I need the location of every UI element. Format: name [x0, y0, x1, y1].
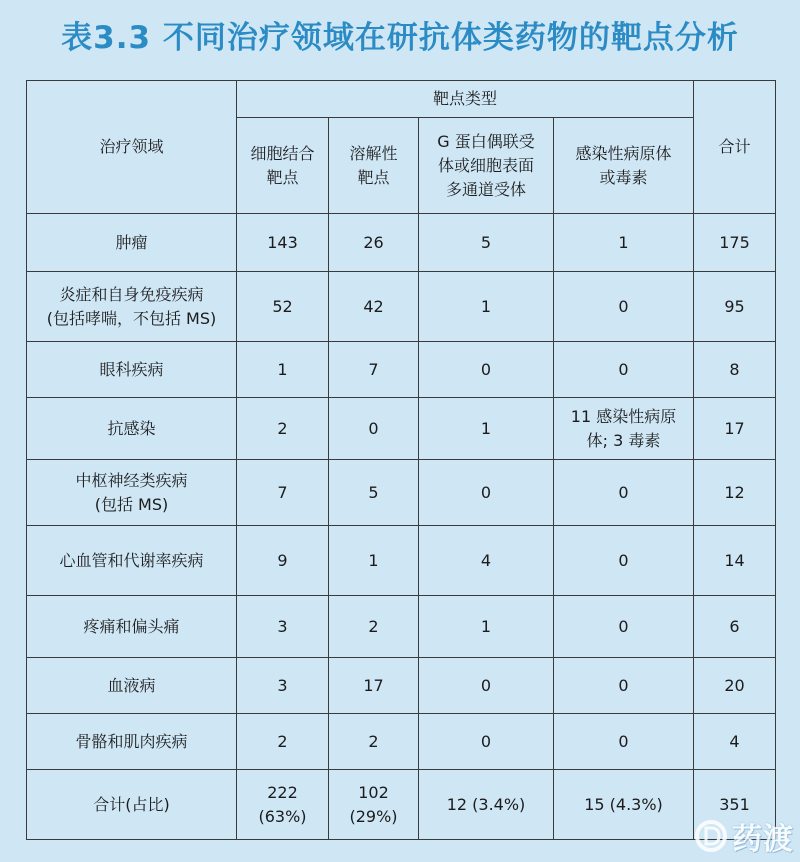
cell-line: 0: [618, 731, 629, 751]
cell-line: 血液病: [107, 675, 156, 695]
header-pathogen-target: [554, 118, 694, 214]
total-cell: [694, 272, 776, 342]
cell-line: 中枢神经类疾病: [75, 470, 188, 490]
table-row: [27, 526, 776, 596]
area-cell: [27, 714, 237, 770]
pathogen-cell: [554, 214, 694, 272]
cell-line: 疼痛和偏头痛: [83, 616, 180, 636]
cell-line: 心血管和代谢率疾病: [59, 550, 204, 570]
header-gpcr-target: [419, 118, 554, 214]
soluble-cell: [329, 460, 419, 526]
page-title: 表3.3 不同治疗领域在研抗体类药物的靶点分析: [61, 20, 739, 56]
cell-line: 1: [277, 359, 288, 379]
soluble-cell: [329, 714, 419, 770]
table-row: [27, 342, 776, 398]
binding-cell: [237, 460, 329, 526]
binding-cell: [237, 214, 329, 272]
cell-line: (63%): [258, 806, 307, 826]
area-cell: [27, 526, 237, 596]
gpcr-cell: [419, 658, 554, 714]
cell-line: 102: [358, 782, 389, 802]
cell-line: 3: [277, 616, 288, 636]
table-row: [27, 596, 776, 658]
cell-line: 4: [480, 550, 492, 570]
table-row: [27, 214, 776, 272]
soluble-cell: [329, 526, 419, 596]
cell-line: 15 (4.3%): [584, 794, 663, 814]
cell-line: 4: [729, 731, 740, 751]
binding-cell: [237, 272, 329, 342]
area-cell: [27, 272, 237, 342]
cell-line: 8: [729, 359, 740, 379]
cell-line: 9: [277, 550, 288, 570]
header-row: [27, 81, 776, 118]
cell-line: 222: [267, 782, 298, 802]
area-cell: [27, 460, 237, 526]
cell-line: (包括 MS): [94, 494, 169, 514]
area-cell: [27, 214, 237, 272]
cell-line: 0: [618, 675, 629, 695]
cell-line: 3: [277, 675, 288, 695]
header-line: 体或细胞表面: [437, 155, 534, 175]
cell-line: 0: [618, 482, 629, 502]
header-total: 合计: [694, 81, 776, 214]
area-cell: [27, 658, 237, 714]
area-cell: [27, 398, 237, 460]
cell-line: 0: [618, 359, 629, 379]
cell-line: 炎症和自身免疫疾病: [59, 284, 204, 304]
header-line: 靶点: [266, 167, 299, 187]
binding-cell: [237, 658, 329, 714]
gpcr-cell: [419, 214, 554, 272]
cell-line: 0: [618, 296, 629, 316]
header-line: 溶解性: [349, 143, 398, 163]
gpcr-cell: [419, 272, 554, 342]
cell-line: 1: [480, 616, 492, 636]
header-cell-binding-target: [237, 118, 329, 214]
header-line: G 蛋白偶联受: [437, 131, 535, 151]
cell-line: 2: [368, 731, 379, 751]
cell-line: 52: [272, 296, 293, 316]
cell-line: 5: [480, 232, 492, 252]
binding-cell: [237, 526, 329, 596]
header-soluble-target: [329, 118, 419, 214]
soluble-cell: [329, 658, 419, 714]
soluble-cell: [329, 770, 419, 840]
header-target-type: 靶点类型: [237, 81, 694, 118]
total-cell: [694, 526, 776, 596]
gpcr-cell: [419, 342, 554, 398]
cell-line: 20: [724, 675, 745, 695]
cell-line: 1: [480, 296, 492, 316]
pathogen-cell: [554, 342, 694, 398]
table-row: [27, 714, 776, 770]
cell-line: 眼科疾病: [99, 359, 164, 379]
cell-line: 2: [368, 616, 379, 636]
header-line: 感染性病原体: [575, 143, 672, 163]
soluble-cell: [329, 214, 419, 272]
cell-line: 0: [480, 675, 492, 695]
cell-line: 175: [719, 232, 750, 252]
table-row: [27, 460, 776, 526]
table-row: [27, 272, 776, 342]
cell-line: 17: [363, 675, 384, 695]
pathogen-cell: [554, 398, 694, 460]
cell-line: 2: [277, 418, 288, 438]
target-analysis-table: [26, 80, 776, 840]
gpcr-cell: [419, 714, 554, 770]
cell-line: 0: [480, 482, 492, 502]
cell-line: 1: [618, 232, 629, 252]
area-cell: [27, 596, 237, 658]
cell-line: 14: [724, 550, 745, 570]
cell-line: (包括哮喘，不包括 MS): [46, 308, 217, 328]
table-row: [27, 770, 776, 840]
pathogen-cell: [554, 526, 694, 596]
area-cell: [27, 342, 237, 398]
total-cell: [694, 460, 776, 526]
gpcr-cell: [419, 460, 554, 526]
pathogen-cell: [554, 658, 694, 714]
table-row: [27, 658, 776, 714]
pathogen-cell: [554, 714, 694, 770]
binding-cell: [237, 714, 329, 770]
area-cell: [27, 770, 237, 840]
cell-line: 0: [480, 731, 492, 751]
soluble-cell: [329, 272, 419, 342]
cell-line: 1: [480, 418, 492, 438]
soluble-cell: [329, 342, 419, 398]
cell-line: 6: [729, 616, 740, 636]
pathogen-cell: [554, 460, 694, 526]
header-area: 治疗领域: [27, 81, 237, 214]
soluble-cell: [329, 398, 419, 460]
table-row: [27, 398, 776, 460]
header-line: 细胞结合: [250, 143, 315, 163]
cell-line: 抗感染: [107, 418, 156, 438]
total-cell: [694, 342, 776, 398]
header-line: 或毒素: [599, 167, 648, 187]
cell-line: 2: [277, 731, 288, 751]
binding-cell: [237, 596, 329, 658]
total-cell: [694, 714, 776, 770]
watermark-logo-icon: [694, 819, 728, 853]
pathogen-cell: [554, 272, 694, 342]
gpcr-cell: [419, 596, 554, 658]
total-cell: [694, 214, 776, 272]
cell-line: (29%): [349, 806, 398, 826]
total-cell: [694, 596, 776, 658]
table-body: [27, 81, 776, 840]
cell-line: 0: [368, 418, 379, 438]
cell-line: 肿瘤: [115, 232, 148, 252]
cell-line: 5: [368, 482, 379, 502]
binding-cell: [237, 342, 329, 398]
cell-line: 11 感染性病原: [570, 406, 677, 426]
cell-line: 1: [368, 550, 379, 570]
cell-line: 骨骼和肌肉疾病: [75, 731, 188, 751]
cell-line: 12 (3.4%): [446, 794, 526, 814]
binding-cell: [237, 398, 329, 460]
pathogen-cell: [554, 596, 694, 658]
gpcr-cell: [419, 398, 554, 460]
header-line: 靶点: [357, 167, 390, 187]
header-line: 多通道受体: [445, 179, 526, 199]
watermark-text: 药渡: [732, 822, 794, 857]
binding-cell: [237, 770, 329, 840]
cell-line: 7: [368, 359, 379, 379]
cell-line: 0: [618, 550, 629, 570]
total-cell: [694, 398, 776, 460]
cell-line: 42: [363, 296, 384, 316]
cell-line: 95: [724, 296, 745, 316]
cell-line: 351: [719, 794, 750, 814]
cell-line: 143: [267, 232, 298, 252]
total-cell: [694, 658, 776, 714]
cell-line: 0: [618, 616, 629, 636]
cell-line: 17: [724, 418, 745, 438]
cell-line: 7: [277, 482, 288, 502]
cell-line: 体; 3 毒素: [586, 430, 661, 450]
cell-line: 合计(占比): [93, 794, 170, 814]
watermark: [694, 814, 794, 858]
cell-line: 26: [363, 232, 384, 252]
cell-line: 0: [480, 359, 492, 379]
cell-line: 12: [724, 482, 745, 502]
gpcr-cell: [419, 526, 554, 596]
soluble-cell: [329, 596, 419, 658]
gpcr-cell: [419, 770, 554, 840]
pathogen-cell: [554, 770, 694, 840]
